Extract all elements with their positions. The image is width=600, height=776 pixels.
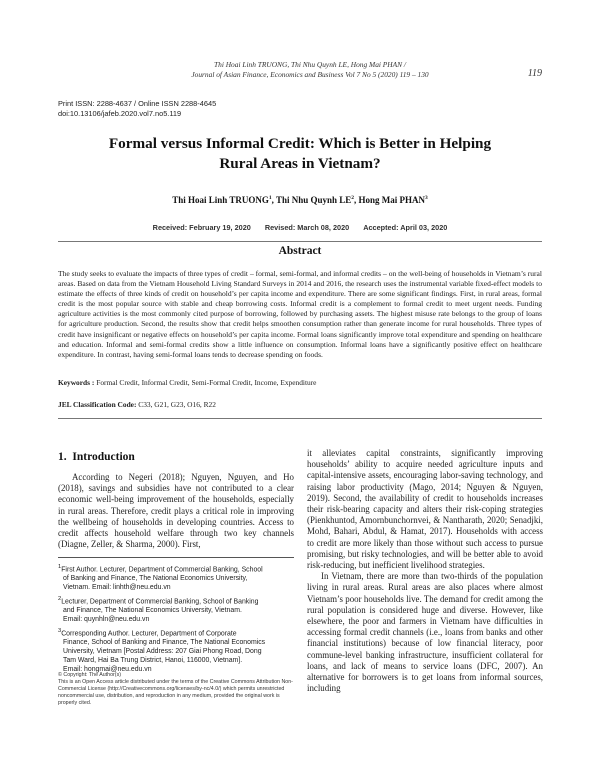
- intro-paragraph-vietnam: In Vietnam, there are more than two-thirds of the population living in rural areas. Rural areas are also places where almost Vietnam’s poor households live. The demand for credit among the rural population is considered huge and diverse. However, like elsewhere, the poor and farmers in Vietnam have difficulties in accessing formal credit channels (i.e., loans from banks and other financial institutions) because of low financial literacy, poor commune-level banking infrastructure, insufficient collateral for loans, and lack of means to service loans (DFC, 2007). An alternative for borrowers is to get loans from informal sources, including: [307, 571, 543, 694]
- footnote-rule: [58, 557, 294, 558]
- jel-label: JEL Classification Code:: [58, 400, 137, 409]
- title-line-2: Rural Areas in Vietnam?: [219, 155, 381, 172]
- footnote-item: [58, 563, 294, 593]
- author-name: Thi Nhu Quynh LE: [275, 195, 352, 205]
- received-date: Received: February 19, 2020: [152, 223, 251, 232]
- abstract-top-rule: [58, 241, 542, 242]
- intro-paragraph-continued: it alleviates capital constraints, significantly improving households’ ability to acquire needed agriculture inputs and capital-intensive assets, encouraging labor-saving technology, and raising labor productivity (Mago, 2014; Nguyen & Nguyen, 2019). Second, the availability of credit to households increases their risk-bearing capacity and alters their risk-coping strategies (Pienkhuntod, Amornbunchornvei, & Nantharath, 2020; Senadjki, Mohd, Bahari, Abdul, & Hamat, 2017). Households with access to credit are more likely than those without such access to pursue promising, but risky technologies, and will be better able to avoid risk-reducing, but inefficient livelihood strategies.: [307, 448, 543, 571]
- footnote-line: Tam Ward, Hai Ba Trung District, Hanoi, 116000, Vietnam].: [63, 657, 243, 665]
- intro-paragraph-left: According to Negeri (2018); Nguyen, Nguyen, and Ho (2018), savings and subsidies have not contributed to a clear economic well-being improvement of the households, especially in rural areas. Therefore, credit plays a critical role in improving the wellbeing of households in developing countries. Access to credit affects household welfare through two key channels (Diagne, Zeller, & Sharma, 2000). First,: [58, 472, 294, 550]
- footnote-line: Corresponding Author. Lecturer, Department of Corporate: [61, 630, 237, 638]
- section-number: 1.: [58, 451, 67, 463]
- identifiers: [58, 99, 216, 119]
- keywords-text: Formal Credit, Informal Credit, Semi-Formal Credit, Income, Expenditure: [96, 378, 317, 387]
- abstract-heading: Abstract: [278, 245, 322, 257]
- author-affiliation-mark: 2: [351, 195, 354, 201]
- issn-line: Print ISSN: 2288-4637 / Online ISSN 2288-4645: [58, 99, 217, 108]
- jel-text: C33, G21, G23, O16, R22: [138, 400, 216, 409]
- footnote-line: and Finance, The National Economics University, Vietnam.: [63, 607, 242, 615]
- revised-date: Revised: March 08, 2020: [264, 223, 350, 232]
- keywords-line: [58, 378, 542, 387]
- paper-title: [58, 134, 542, 174]
- license-text: This is an Open Access article distributed under the terms of the Creative Commons Attribution Non-Commercial License (http://Creativecommons.org/licenses/by-nc/4.0/) which permits unrestricted noncommercial use, distribution, and reproduction in any medium, provided the original work is properly cited.: [58, 678, 293, 706]
- running-head-authors: Thi Hoai Linh TRUONG, Thi Nhu Quynh LE, Hong Mai PHAN /: [214, 60, 406, 69]
- jel-line: [58, 400, 542, 409]
- page-number: 119: [527, 68, 542, 79]
- footnote-line: University, Vietnam [Postal Address: 207 Giai Phong Road, Dong: [63, 648, 262, 656]
- section-heading: [58, 451, 135, 463]
- running-head-journal: Journal of Asian Finance, Economics and Business Vol 7 No 5 (2020) 119 – 130: [191, 70, 429, 79]
- copyright-line: © Copyright: The Author(s): [58, 672, 121, 678]
- author-separator: ,: [271, 195, 276, 205]
- keywords-label: Keywords :: [58, 378, 95, 387]
- footnote-mark: 1: [58, 564, 62, 570]
- footnotes: [58, 563, 294, 677]
- author-name: Thi Hoai Linh TRUONG: [172, 195, 269, 205]
- running-head: [120, 60, 500, 80]
- footnote-item: [58, 595, 294, 625]
- accepted-date: Accepted: April 03, 2020: [363, 223, 448, 232]
- intro-right-column: [307, 448, 543, 694]
- footnote-line: Finance, School of Banking and Finance, The National Economics: [63, 639, 266, 647]
- footnote-line: Lecturer, Department of Commercial Banking, School of Banking: [61, 598, 259, 606]
- footnote-mark: 2: [58, 596, 62, 603]
- footnote-mark: 3: [58, 628, 62, 635]
- author-separator: ,: [354, 195, 359, 205]
- author-list: [58, 195, 542, 205]
- author-affiliation-mark: 1: [268, 195, 272, 201]
- title-line-1: Formal versus Informal Credit: Which is Better in Helping: [108, 135, 492, 152]
- footnote-item: [58, 627, 294, 675]
- author-name: Hong Mai PHAN: [358, 195, 425, 205]
- section-title: Introduction: [72, 451, 135, 463]
- copyright-notice: [58, 672, 294, 707]
- abstract-bottom-rule: [58, 418, 542, 419]
- footnote-line: Email: quynhln@neu.edu.vn: [63, 616, 150, 624]
- footnote-line: Vietnam. Email: linhth@neu.edu.vn: [63, 584, 171, 592]
- abstract-body: The study seeks to evaluate the impacts of three types of credit – formal, semi-formal, and informal credits – on the well-being of households in Vietnam’s rural areas. Based on data from the Vietnam Household Living Standard Surveys in 2014 and 2016, the research uses the instrumental variable fixed-effect models to estimate the effects of three kinds of credit on household’s per capita income and expenditure. There are some significant findings. First, in rural areas, formal credit is the most popular source with stable and cheap borrowing costs. Informal credit is a complement to formal credit to meet urgent needs. Funding agriculture activities is the most commonly cited purpose of borrowing, followed by purchasing assets. The highest misuse rate belongs to the group of loans for agriculture production. Second, the results show that credit helps smoothen consumption rather than generate income for rural households. Three types of credit have insignificant or negative effects on household’s per capita income. Formal loans significantly improve total expenditure and spending on healthcare and education. Informal and semi-formal credits show a little influence on consumption. Informal loans have a significantly positive effect on healthcare expenditure. In contrast, having semi-formal loans tends to decrease spending on foods.: [58, 269, 542, 359]
- footnote-line: of Banking and Finance, The National Economics University,: [63, 575, 248, 583]
- submission-dates: [58, 223, 542, 232]
- footnote-line: First Author. Lecturer, Department of Commercial Banking, School: [61, 566, 263, 574]
- doi-line: doi:10.13106/jafeb.2020.vol7.no5.119: [58, 109, 182, 118]
- author-affiliation-mark: 3: [425, 195, 428, 201]
- footnote-line: Email: hongmai@neu.edu.vn: [63, 665, 152, 673]
